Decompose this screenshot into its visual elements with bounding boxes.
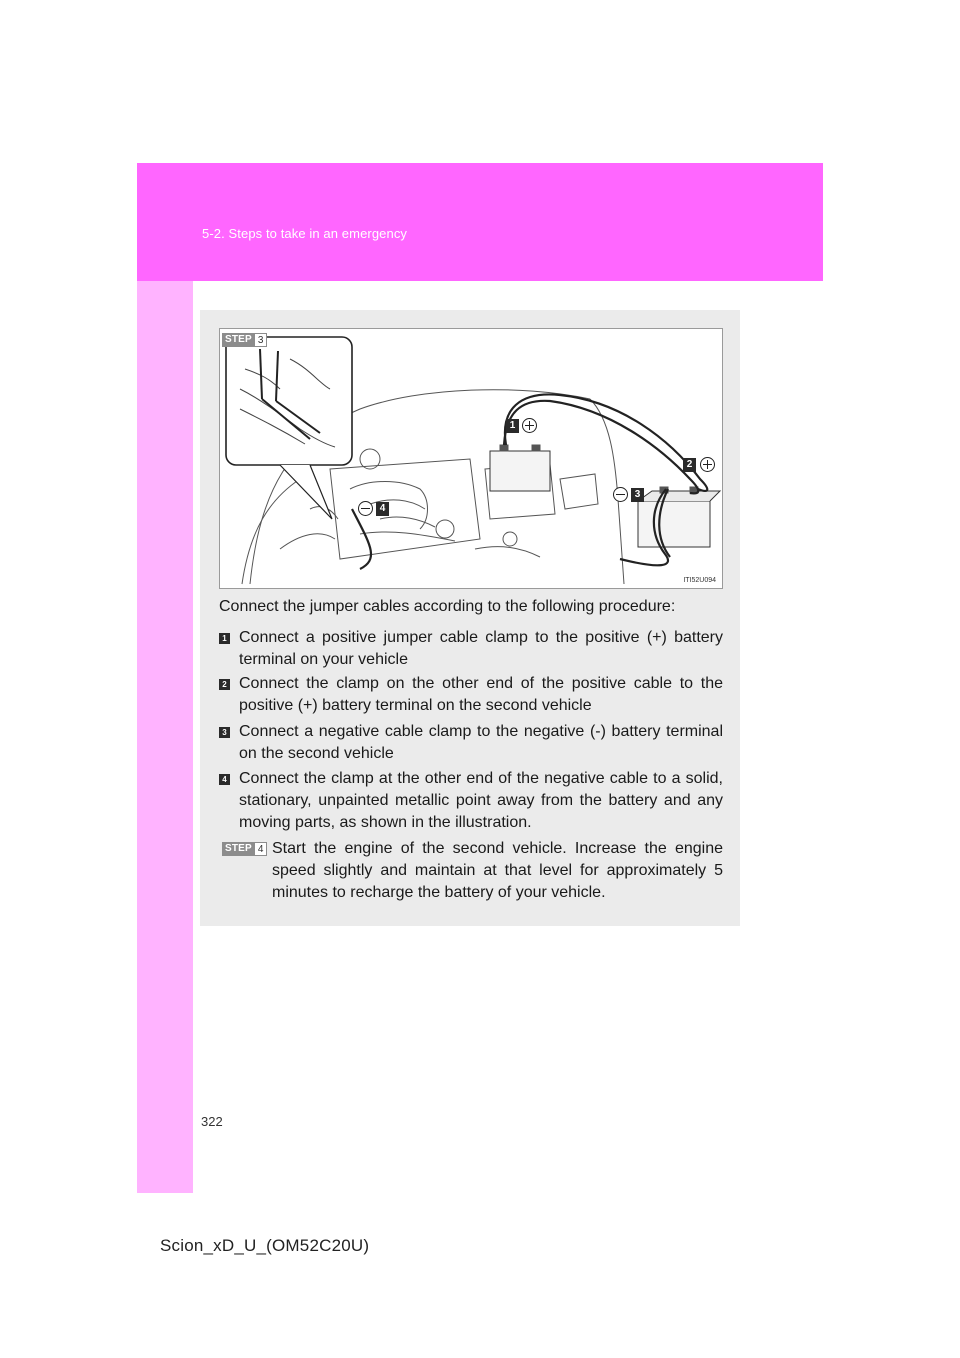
- item-text: Connect the clamp at the other end of the negative cable to a solid, stationary, unpainted metallic point away from the battery and any moving parts, as shown in the illustration.: [239, 770, 723, 831]
- procedure-item-4: [219, 768, 723, 834]
- left-margin-strip: [137, 163, 193, 1193]
- item-number: 4: [219, 774, 230, 785]
- page-number: 322: [201, 1114, 223, 1129]
- jumper-cable-illustration: [219, 328, 723, 589]
- figure-code: ITI52U094: [683, 577, 716, 584]
- plus-icon: [522, 418, 537, 433]
- step-word: STEP: [222, 333, 255, 347]
- item-text: Connect a positive jumper cable clamp to the positive (+) battery terminal on your vehicle: [239, 629, 723, 668]
- item-number: 2: [219, 679, 230, 690]
- step-4-badge: [222, 842, 267, 856]
- item-text: Connect a negative cable clamp to the negative (-) battery terminal on the second vehicle: [239, 723, 723, 762]
- intro-text: Connect the jumper cables according to the following procedure:: [219, 598, 676, 615]
- minus-icon: [613, 487, 628, 502]
- step-word: STEP: [222, 842, 255, 856]
- callout-1: 1: [506, 419, 519, 433]
- procedure-item-1: [219, 627, 723, 671]
- callout-3: 3: [631, 488, 644, 502]
- engine-bay-drawing: [220, 329, 723, 589]
- step-number: 4: [255, 842, 268, 856]
- step-number: 3: [255, 333, 268, 347]
- step-3-badge: [222, 333, 267, 347]
- procedure-item-2: [219, 673, 723, 717]
- procedure-item-3: [219, 721, 723, 765]
- document-code: Scion_xD_U_(OM52C20U): [160, 1236, 370, 1255]
- header-band: [137, 163, 823, 281]
- item-text: Connect the clamp on the other end of the positive cable to the positive (+) battery terminal on the second vehicle: [239, 675, 723, 714]
- item-number: 1: [219, 633, 230, 644]
- callout-4: 4: [376, 502, 389, 516]
- callout-2: 2: [683, 458, 696, 472]
- step-4-text: Start the engine of the second vehicle. Increase the engine speed slightly and maintain at that level for approximately 5 minutes to recharge the battery of your vehicle.: [272, 840, 723, 901]
- minus-icon: [358, 501, 373, 516]
- item-number: 3: [219, 727, 230, 738]
- plus-icon: [700, 457, 715, 472]
- section-title: 5-2. Steps to take in an emergency: [202, 226, 408, 241]
